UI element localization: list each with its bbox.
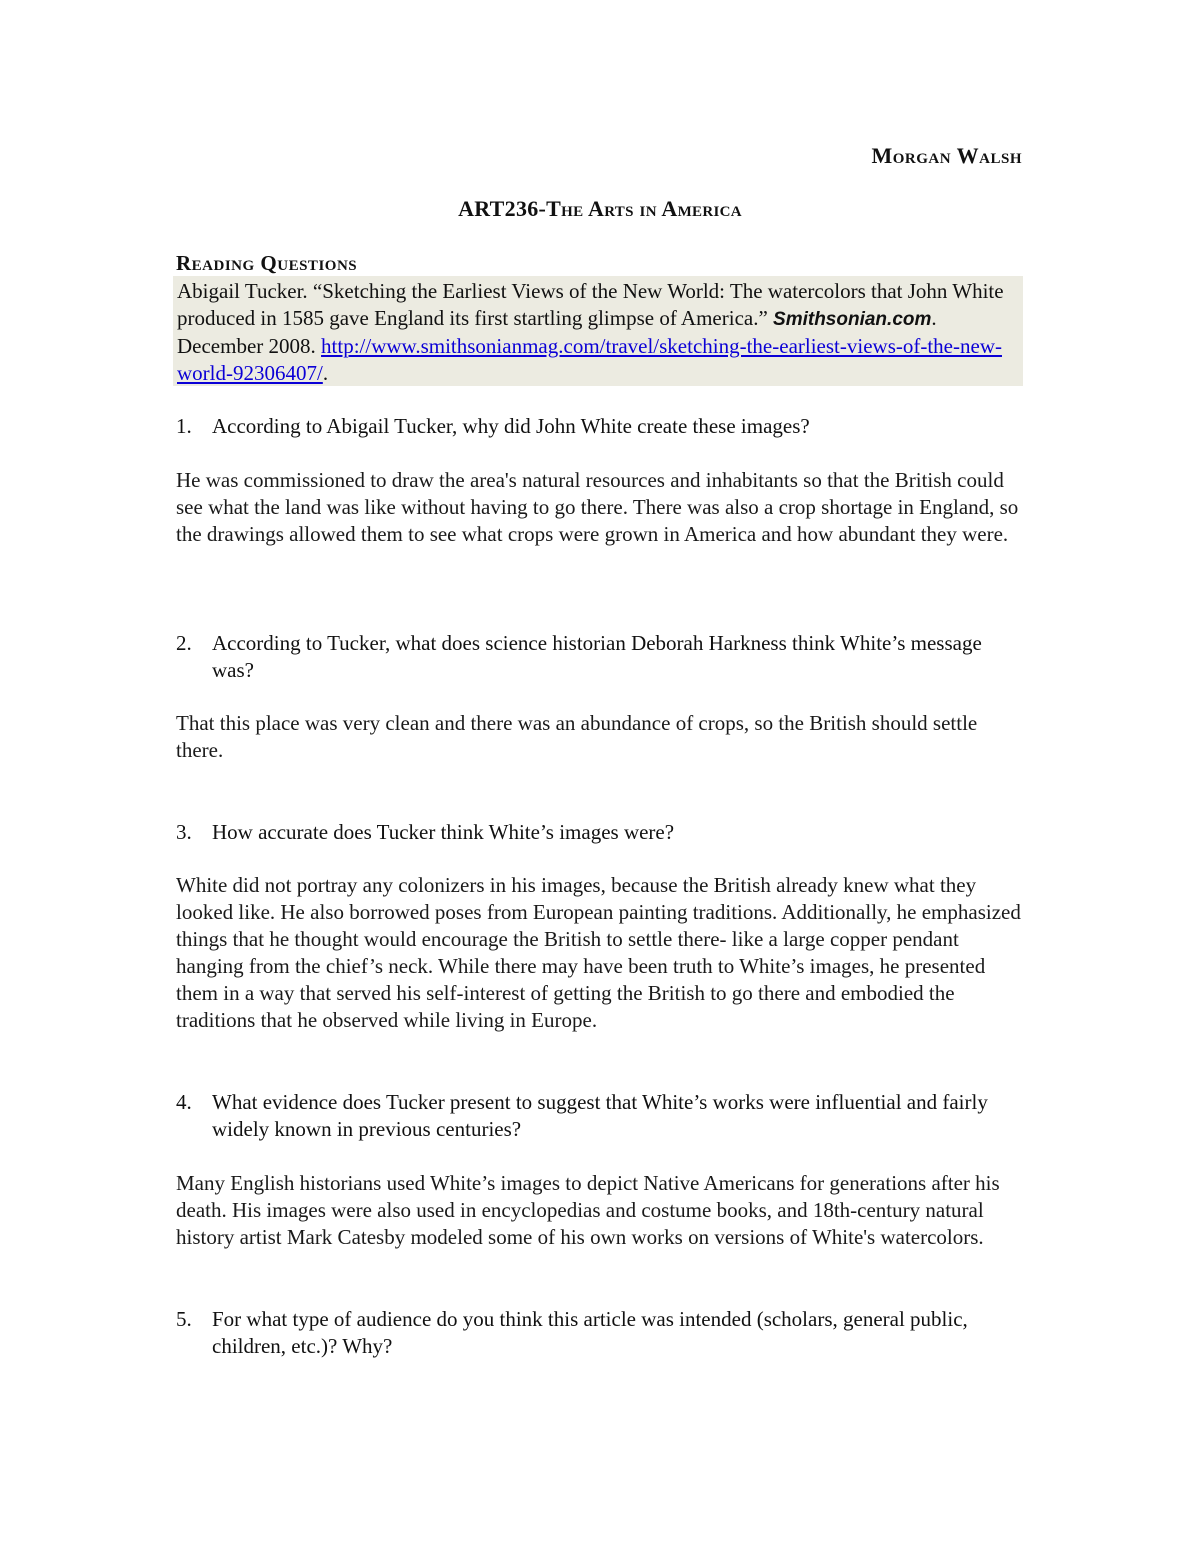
answer-3: White did not portray any colonizers in his images, because the British already knew what they looked like. He also borrowed poses from European painting traditions. Additionally, he emphasized things that he thought would encourage the British to settle there- like a large copper pendant hanging from the chief’s neck. While there may have been truth to White’s images, he presented them in a way that served his self-interest of getting the British to go there and embodied the traditions that he observed while living in Europe.	[176, 873, 1021, 1032]
question-2	[176, 630, 1016, 684]
question-5	[176, 1306, 1016, 1360]
question-number: 3.	[176, 820, 192, 844]
citation-source: Smithsonian.com	[773, 309, 932, 330]
answer-4: Many English historians used White’s images to depict Native Americans for generations after his death. His images were also used in encyclopedias and costume books, and 18th-century natural history artist Mark Catesby modeled some of his own works on versions of White's watercolors.	[176, 1171, 1000, 1249]
question-text: How accurate does Tucker think White’s images were?	[212, 820, 675, 844]
section-heading: Reading Questions	[176, 251, 358, 275]
question-text: For what type of audience do you think this article was intended (scholars, general public, children, etc.)? Why?	[212, 1307, 968, 1358]
question-1	[176, 413, 1016, 440]
question-number: 2.	[176, 631, 192, 655]
question-4	[176, 1089, 1016, 1143]
answer-2: That this place was very clean and there was an abundance of crops, so the British should settle there.	[176, 711, 978, 762]
citation-date: . December 2008.	[177, 306, 937, 358]
author-name: Morgan Walsh	[871, 143, 1022, 168]
question-number: 5.	[176, 1307, 192, 1331]
answer-1: He was commissioned to draw the area's natural resources and inhabitants so that the British could see what the land was like without having to go there. There was also a crop shortage in England, so the drawings allowed them to see what crops were grown in America and how abundant they were.	[176, 468, 1019, 546]
citation-block	[173, 276, 1023, 386]
citation-link[interactable]: http://www.smithsonianmag.com/travel/sketching-the-earliest-views-of-the-new-world-92306407/	[177, 334, 1002, 385]
citation-suffix: .	[322, 361, 329, 385]
citation-prefix: Abigail Tucker. “Sketching the Earliest Views of the New World: The watercolors that John White produced in 1585 gave England its first startling glimpse of America.”	[177, 279, 1004, 330]
question-number: 4.	[176, 1090, 192, 1114]
question-3	[176, 819, 1016, 846]
course-title: ART236-The Arts in America	[458, 196, 742, 221]
question-text: According to Tucker, what does science historian Deborah Harkness think White’s message was?	[212, 631, 982, 682]
question-text: According to Abigail Tucker, why did John White create these images?	[212, 414, 810, 438]
question-text: What evidence does Tucker present to suggest that White’s works were influential and fairly widely known in previous centuries?	[212, 1090, 988, 1141]
question-number: 1.	[176, 414, 192, 438]
